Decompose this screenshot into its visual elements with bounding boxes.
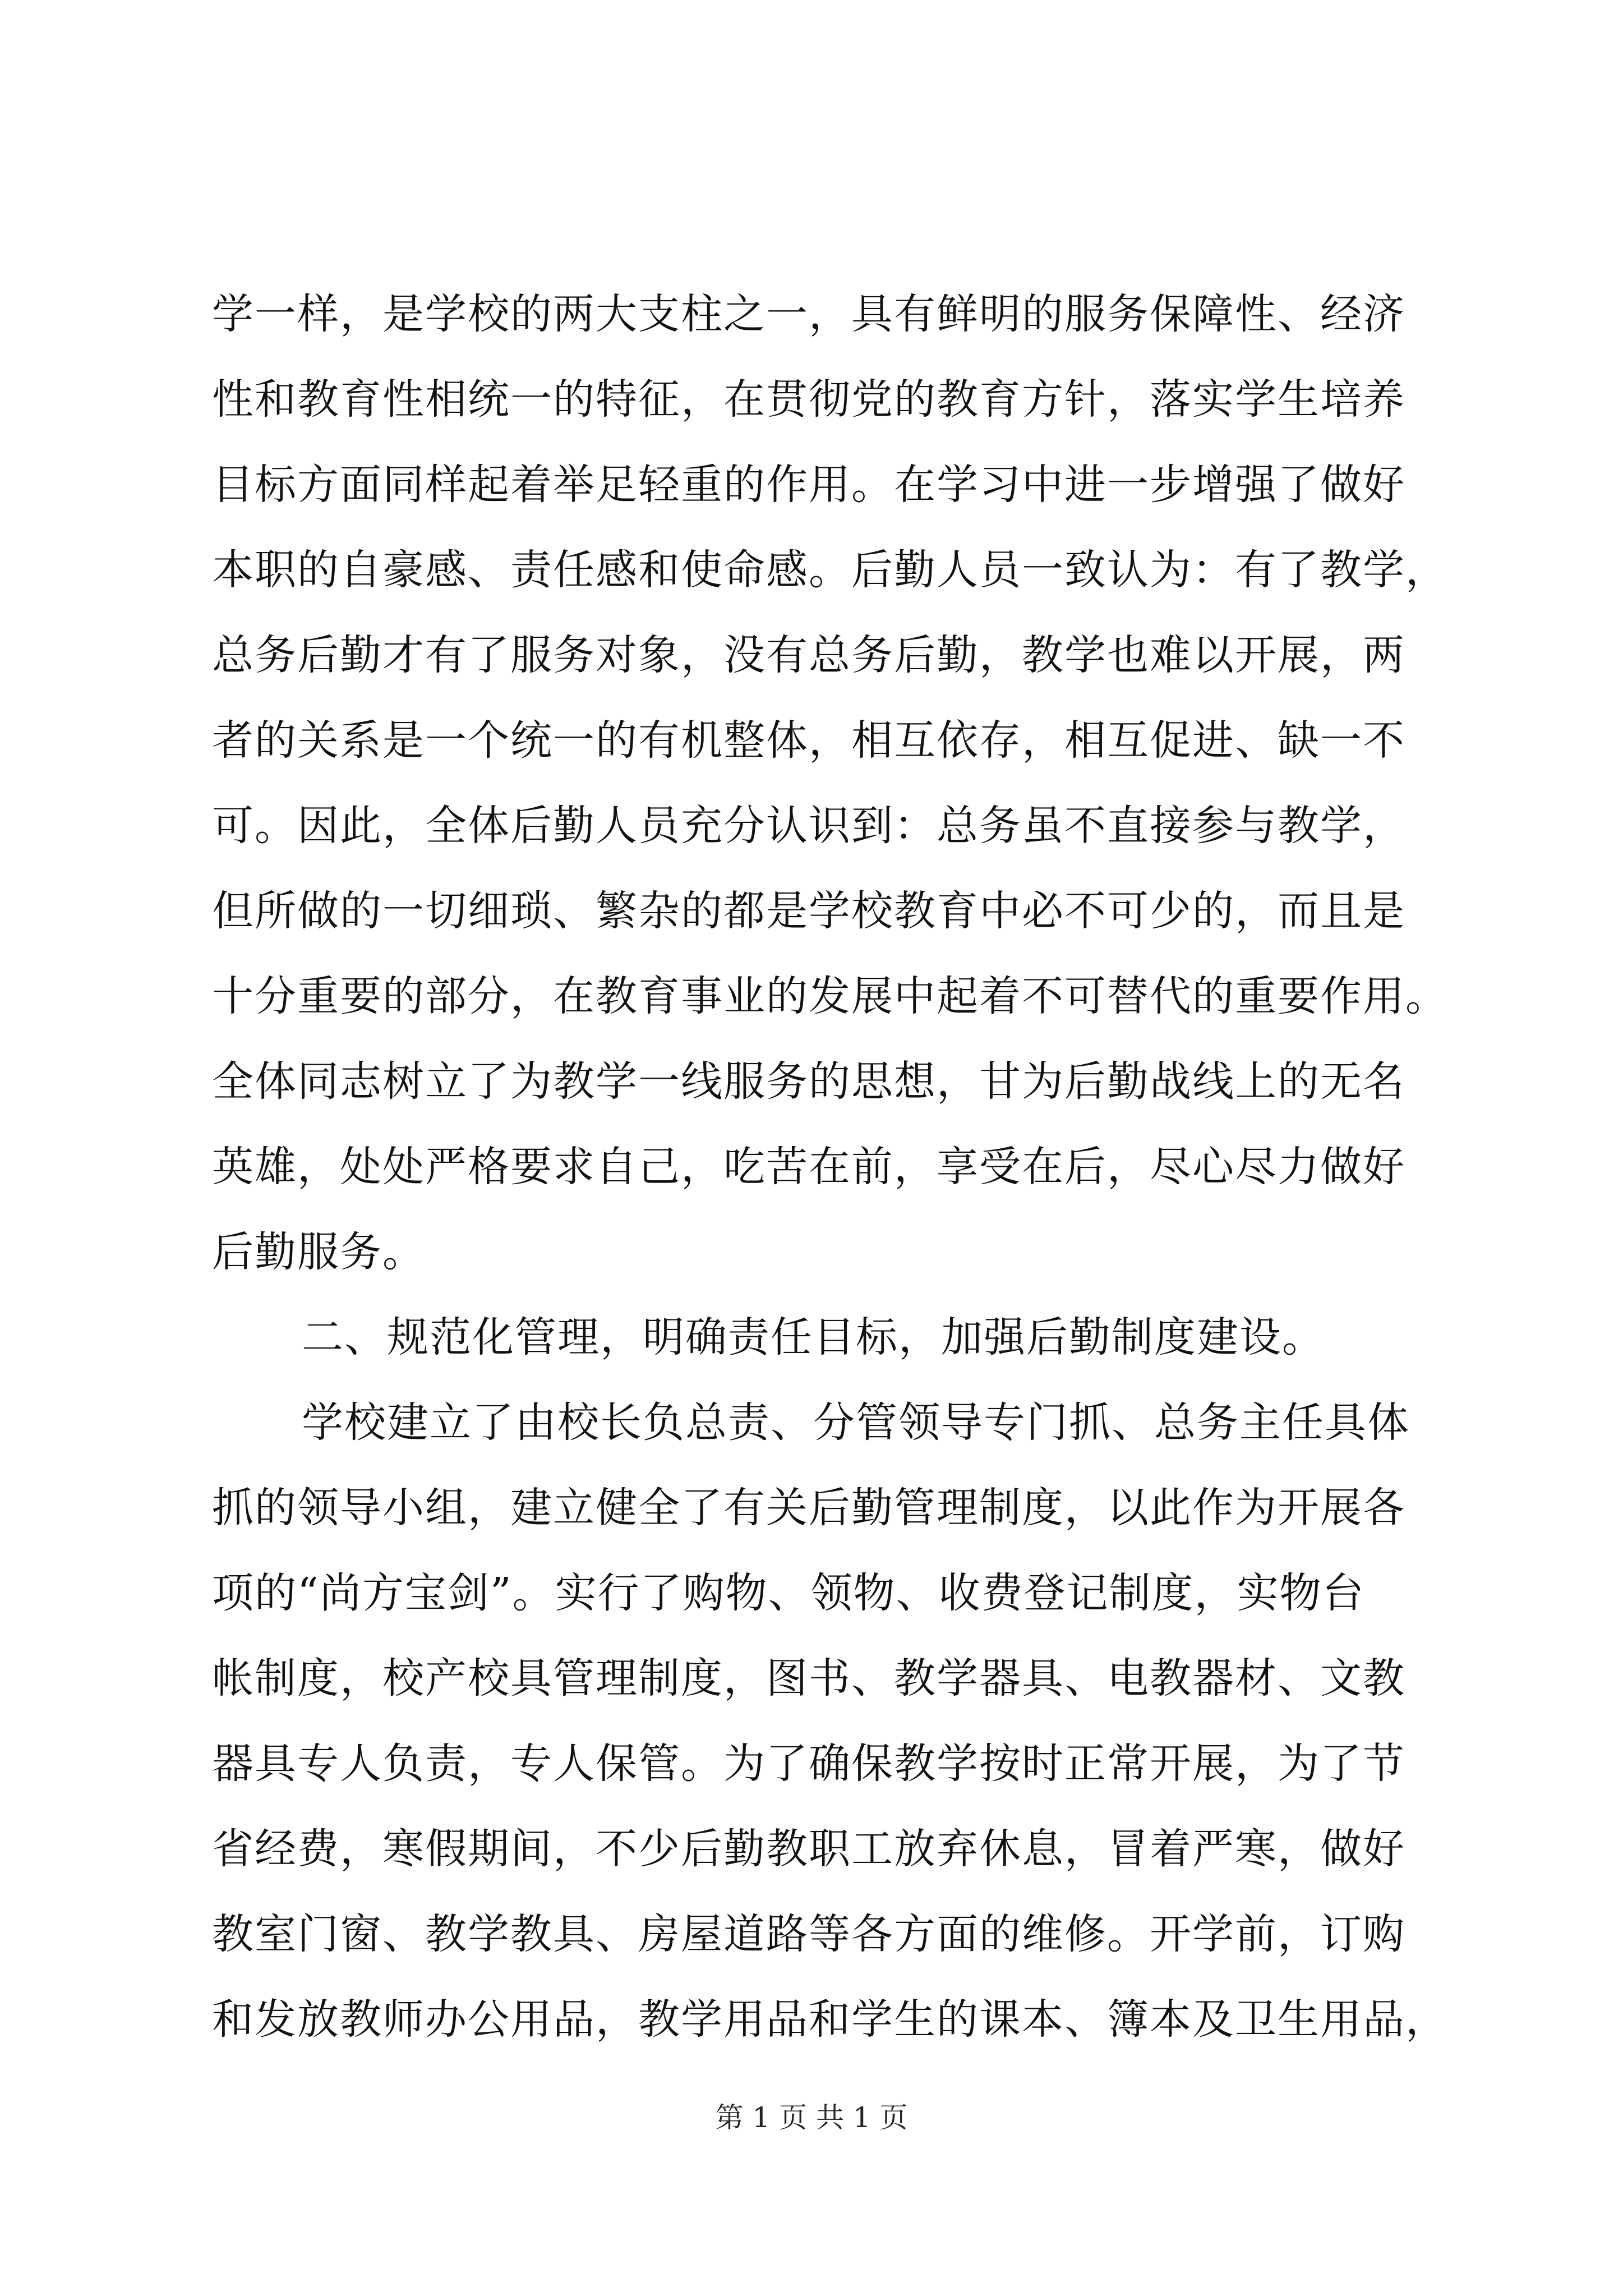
text-line: 全体同志树立了为教学一线服务的思想，甘为后勤战线上的无名 [212, 1057, 1405, 1106]
text-line: 性和教育性相统一的特征，在贯彻党的教育方针，落实学生培养 [212, 375, 1405, 424]
text-line: 和发放教师办公用品，教学用品和学生的课本、簿本及卫生用品， [212, 1995, 1448, 2044]
text-line: 总务后勤才有了服务对象，没有总务后勤，教学也难以开展，两 [212, 631, 1405, 679]
page-footer: 第 1 页 共 1 页 [715, 2101, 908, 2134]
paragraph-first-line: 学校建立了由校长负总责、分管领导专门抓、总务主任具体 [302, 1398, 1410, 1447]
text-line: 但所做的一切细琐、繁杂的都是学校教育中必不可少的，而且是 [212, 887, 1405, 935]
text-line: 目标方面同样起着举足轻重的作用。在学习中进一步增强了做好 [212, 461, 1405, 509]
text-line: 帐制度，校产校具管理制度，图书、教学器具、电教器材、文教 [212, 1654, 1405, 1703]
text-line: 本职的自豪感、责任感和使命感。后勤人员一致认为：有了教学， [212, 546, 1448, 594]
text-line: 十分重要的部分，在教育事业的发展中起着不可替代的重要作用。 [212, 972, 1448, 1020]
text-line: 省经费，寒假期间，不少后勤教职工放弃休息，冒着严寒，做好 [212, 1825, 1405, 1873]
text-line: 英雄，处处严格要求自己，吃苦在前，享受在后，尽心尽力做好 [212, 1143, 1405, 1191]
text-line: 抓的领导小组，建立健全了有关后勤管理制度，以此作为开展各 [212, 1484, 1405, 1532]
text-line: 项的“尚方宝剑”。实行了购物、领物、收费登记制度，实物台 [212, 1569, 1365, 1617]
text-line: 后勤服务。 [212, 1228, 425, 1276]
section-heading: 二、规范化管理，明确责任目标，加强后勤制度建设。 [302, 1313, 1325, 1361]
text-line: 器具专人负责，专人保管。为了确保教学按时正常开展，为了节 [212, 1740, 1405, 1788]
text-line: 者的关系是一个统一的有机整体，相互依存，相互促进、缺一不 [212, 716, 1405, 765]
text-line: 可。因此，全体后勤人员充分认识到：总务虽不直接参与教学， [212, 802, 1405, 850]
text-line: 教室门窗、教学教具、房屋道路等各方面的维修。开学前，订购 [212, 1910, 1405, 1958]
text-line: 学一样，是学校的两大支柱之一，具有鲜明的服务保障性、经济 [212, 290, 1405, 338]
